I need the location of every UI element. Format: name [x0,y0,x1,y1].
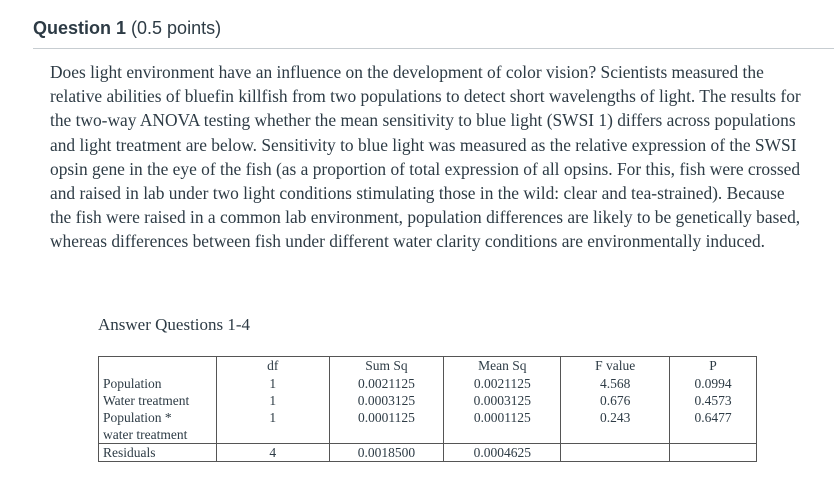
question-prompt-text: Does light environment have an influence on the development of color vision? Scientists measured the relative abilities of bluefin killfish from two populations to detect short wavelengths of light. The results for the two-way ANOVA testing whether the mean sensitivity to blue light (SWSI 1) differs across populations and light treatment are below. Sensitivity to blue light was measured as the relative expression of the SWSI opsin gene in the eye of the fish (as a proportion of total expression of all opsins. For this, fish were crossed and raised in lab under two light conditions stimulating those in the wild: clear and tea-strained). Because the fish were raised in a common lab environment, population differences are likely to be genetically based, whereas differences between fish under different water clarity conditions are environmentally induced. [50,62,801,252]
row-mean-sq: 0.0004625 [444,444,561,462]
header-p: P [670,357,757,376]
row-source: Population [99,375,217,392]
row-mean-sq: 0.0021125 [444,375,561,392]
table-header-row [99,357,757,376]
row-source: Water treatment [99,392,217,409]
header-sum-sq: Sum Sq [329,357,444,376]
row-source-line2: water treatment [103,427,188,442]
header-mean-sq: Mean Sq [444,357,561,376]
row-sum-sq: 0.0018500 [329,444,444,462]
question-points: (0.5 points) [131,18,222,38]
row-p: 0.4573 [670,392,757,409]
row-f-value: 0.243 [561,409,670,444]
row-p: 0.0994 [670,375,757,392]
question-number: Question 1 [33,18,127,38]
row-df: 4 [216,444,329,462]
table-row [99,392,757,409]
row-f-value [561,444,670,462]
row-p: 0.6477 [670,409,757,444]
row-df: 1 [216,392,329,409]
row-p [670,444,757,462]
row-source [99,409,217,444]
row-source-line1: Population * [103,410,172,425]
row-mean-sq: 0.0003125 [444,392,561,409]
question-prompt [50,60,810,254]
row-sum-sq: 0.0003125 [329,392,444,409]
row-df: 1 [216,409,329,444]
answer-instructions: Answer Questions 1-4 [98,315,251,334]
row-sum-sq: 0.0001125 [329,409,444,444]
header-source [99,357,217,376]
row-mean-sq: 0.0001125 [444,409,561,444]
anova-table [98,356,757,462]
row-df: 1 [216,375,329,392]
header-df: df [216,357,329,376]
header-f-value: F value [561,357,670,376]
row-sum-sq: 0.0021125 [329,375,444,392]
row-f-value: 4.568 [561,375,670,392]
question-header [33,18,221,39]
row-source: Residuals [99,444,217,462]
table-row [99,375,757,392]
table-row [99,409,757,444]
header-divider [33,48,834,49]
row-f-value: 0.676 [561,392,670,409]
table-row [99,444,757,462]
